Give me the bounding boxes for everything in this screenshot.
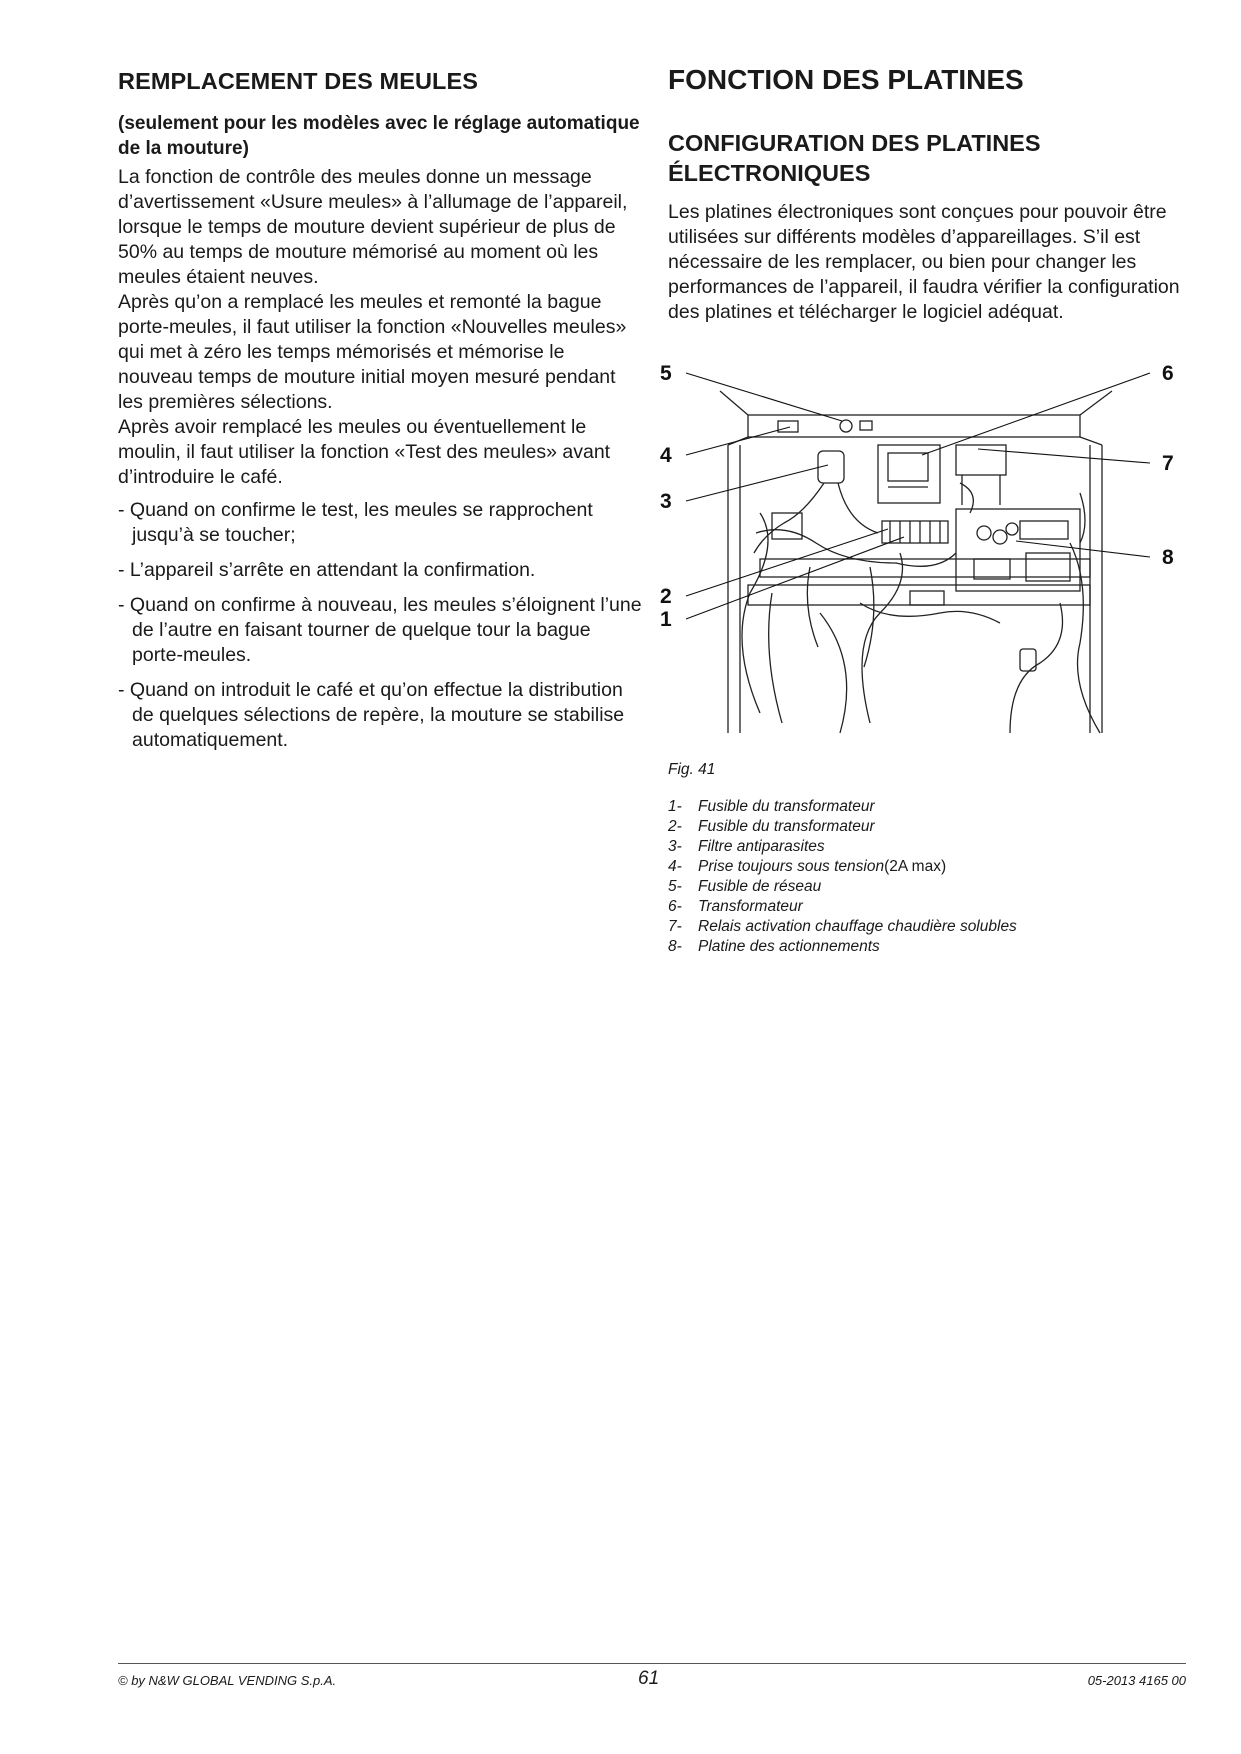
figure-legend (668, 797, 1183, 957)
section-title-fonction: FONCTION DES PLATINES (668, 64, 1024, 95)
legend-item (668, 877, 1183, 897)
callout-label: 8 (1162, 546, 1174, 569)
legend-number: 4- (668, 858, 682, 875)
legend-text: Filtre antiparasites (698, 838, 825, 855)
legend-text: Relais activation chauffage chaudière solubles (698, 918, 1017, 935)
legend-item (668, 857, 1183, 877)
figure-caption: Fig. 41 (668, 761, 716, 778)
callout-label: 3 (660, 490, 672, 513)
electrical-panel-drawing (660, 353, 1200, 745)
section-intro: (seulement pour les modèles avec le réglage automatique de la mouture) (118, 113, 640, 159)
legend-item (668, 797, 1183, 817)
legend-item (668, 897, 1183, 917)
legend-text: Fusible de réseau (698, 878, 822, 895)
legend-item (668, 917, 1183, 937)
paragraph-3: Après avoir remplacé les meules ou éventuellement le moulin, il faut utiliser la fonction «Test des meules» avant d’introduire le café. (118, 416, 611, 488)
document-code: 05-2013 4165 00 (1087, 1673, 1186, 1688)
page-number: 61 (638, 1668, 660, 1689)
paragraph-1: La fonction de contrôle des meules donne un message d’avertissement «Usure meules» à l’allumage de l’appareil, lorsque le temps de mouture devient supérieur de plus de 50% au temps de mouture mémorisé au moment où les meules étaient neuves. (118, 166, 628, 288)
left-column (118, 60, 643, 763)
step-item: - Quand on confirme à nouveau, les meules s’éloignent l’une de l’autre en faisant tourner de quelque tour la bague porte-meules. (118, 594, 642, 666)
legend-extra: (2A max) (884, 858, 947, 875)
right-column (660, 60, 1183, 957)
legend-number: 8- (668, 938, 682, 955)
callout-label: 7 (1162, 452, 1174, 475)
legend-number: 6- (668, 898, 682, 915)
legend-text: Transformateur (698, 898, 803, 915)
step-item: - Quand on introduit le café et qu’on effectue la distribution de quelques sélections de repère, la mouture se stabilise automatiquement. (118, 679, 625, 751)
legend-text: Prise toujours sous tension (698, 858, 885, 875)
paragraph-2: Après qu’on a remplacé les meules et remonté la bague porte-meules, il faut utiliser la fonction «Nouvelles meules» qui met à zéro les temps mémorisés et mémorise le nouveau temps de mouture initial moyen mesuré pendant les premières sélections. (118, 291, 627, 413)
footer-copyright: © by N&W GLOBAL VENDING S.p.A. (118, 1673, 337, 1688)
legend-text: Platine des actionnements (698, 938, 880, 955)
legend-item (668, 837, 1183, 857)
figure-41 (660, 353, 1200, 745)
page-footer (118, 1663, 1186, 1689)
steps-list (118, 498, 643, 753)
step-item: - L’appareil s’arrête en attendant la confirmation. (118, 559, 536, 581)
section-title-remplacement: REMPLACEMENT DES MEULES (118, 68, 479, 94)
legend-number: 7- (668, 918, 682, 935)
callout-label: 4 (660, 444, 672, 467)
callout-label: 5 (660, 362, 672, 385)
legend-number: 3- (668, 838, 682, 855)
legend-text: Fusible du transformateur (698, 818, 875, 835)
legend-text: Fusible du transformateur (698, 798, 875, 815)
legend-item (668, 937, 1183, 957)
legend-number: 1- (668, 798, 682, 815)
callout-label: 2 (660, 585, 672, 608)
config-paragraph: Les platines électroniques sont conçues pour pouvoir être utilisées sur différents modèles d’appareillages. S’il est nécessaire de les remplacer, ou bien pour changer les performances de l’appareil, il faudra vérifier la configuration des platines et télécharger le logiciel adéquat. (668, 201, 1180, 323)
subsection-title: CONFIGURATION DES PLATINES ÉLECTRONIQUES (668, 130, 1041, 186)
legend-item (668, 817, 1183, 837)
legend-number: 2- (668, 818, 682, 835)
callout-label: 1 (660, 608, 672, 631)
step-item: - Quand on confirme le test, les meules se rapprochent jusqu’à se toucher; (118, 499, 593, 546)
legend-number: 5- (668, 878, 682, 895)
callout-label: 6 (1162, 362, 1174, 385)
